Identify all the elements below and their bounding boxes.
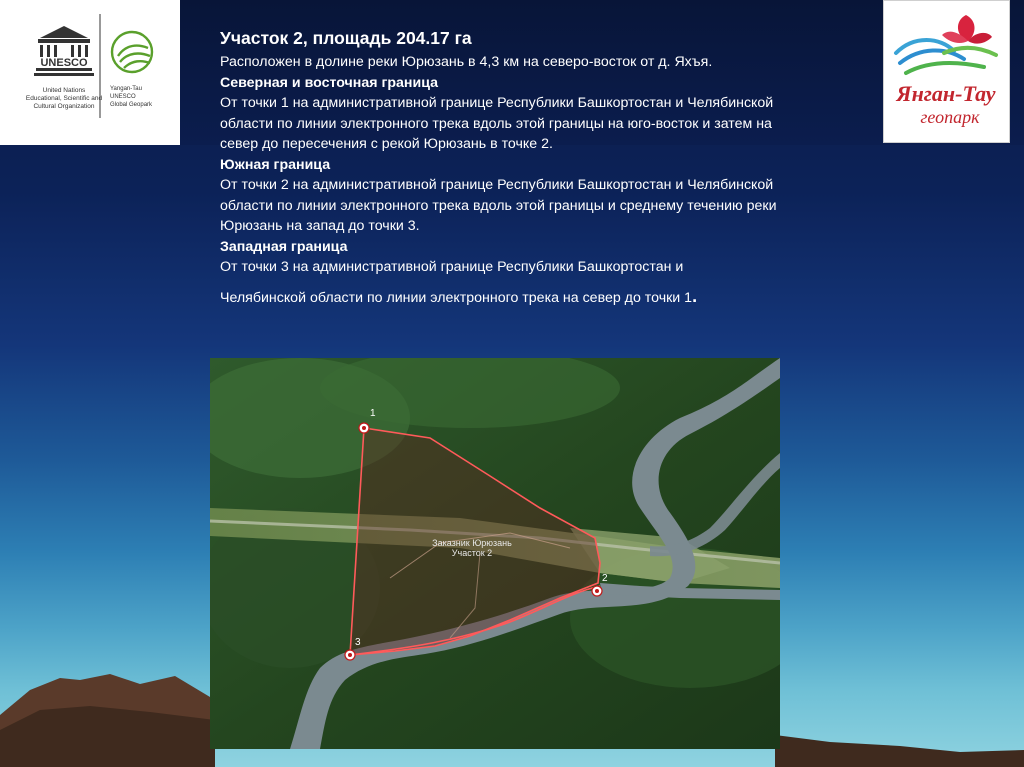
point-3-label: 3 — [355, 637, 361, 648]
svg-text:Yangan-Tau: Yangan-Tau — [110, 86, 142, 92]
satellite-map — [210, 358, 780, 749]
waves-icon — [896, 40, 996, 73]
west-text-line1: От точки 3 на административной границе Республики Башкортостан и — [220, 259, 684, 275]
global-geopark-icon — [112, 32, 152, 72]
flower-icon — [942, 15, 992, 44]
north-east-text: От точки 1 на административной границе Республики Башкортостан и Челябинской области по линии электронного трека вдоль этой границы на юго-восток и затем на север до пересечения с рекой Юрюзань в точке 2. — [220, 95, 774, 152]
area-label-line1: Заказник Юрюзань — [432, 538, 512, 548]
svg-text:Educational, Scientific and: Educational, Scientific and — [25, 95, 103, 102]
svg-text:United Nations: United Nations — [42, 87, 86, 94]
unesco-logo — [0, 0, 180, 145]
point-2-label: 2 — [602, 573, 608, 584]
unesco-wordmark: UNESCO — [40, 57, 88, 69]
svg-text:UNESCO: UNESCO — [110, 94, 136, 100]
geopark-subtitle: геопарк — [920, 107, 980, 127]
intro-text: Расположен в долине реки Юрюзань в 4,3 км на северо-восток от д. Яхъя. — [220, 54, 713, 70]
geopark-name: Янган-Тау — [896, 81, 996, 106]
area-label-line2: Участок 2 — [451, 548, 493, 558]
south-text: От точки 2 на административной границе Республики Башкортостан и Челябинской области по линии электронного трека вдоль этой границы и среднему течению реки Юрюзань на запад до точки 3. — [220, 177, 777, 234]
north-east-heading: Северная и восточная граница — [220, 74, 439, 91]
page-title: Участок 2, площадь 204.17 га — [220, 28, 472, 48]
yangan-tau-geopark-logo — [883, 0, 1010, 143]
west-heading: Западная граница — [220, 238, 348, 255]
point-1-label: 1 — [370, 408, 376, 419]
description-text — [220, 26, 800, 308]
svg-text:Cultural Organization: Cultural Organization — [33, 103, 95, 110]
west-text-line2: Челябинской области по линии электронного трека на север до точки 1. — [220, 285, 698, 306]
south-heading: Южная граница — [220, 156, 331, 173]
svg-text:Global Geopark: Global Geopark — [110, 102, 153, 108]
